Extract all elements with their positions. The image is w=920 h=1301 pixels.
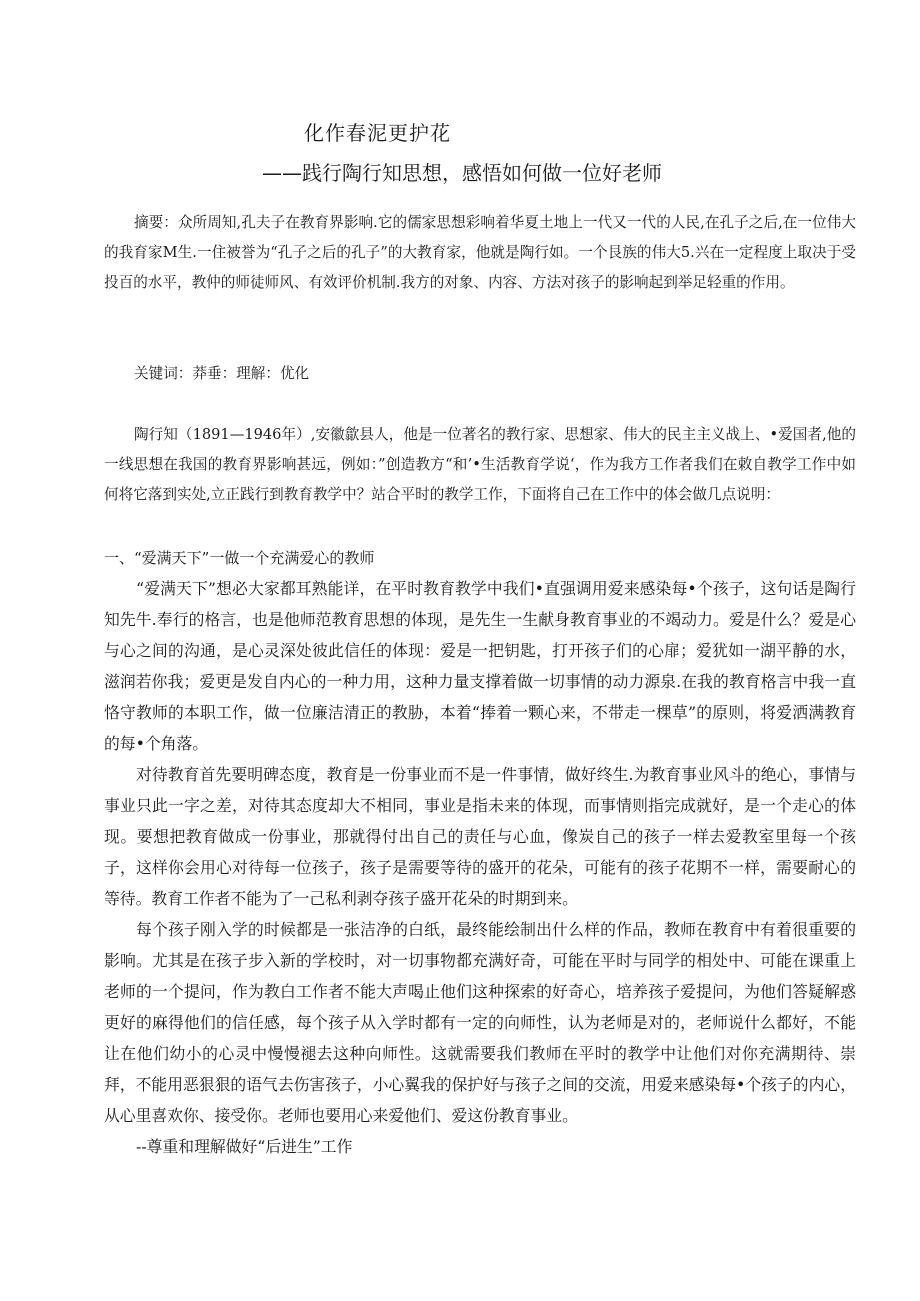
intro-paragraph: 陶行知（1891—1946年）,安徽歙县人，他是一位著名的教行家、思想家、伟大的民主主义战上、•爱国者,他的一线思想在我国的教育界影响甚远，例如：”创造教方“和’•生活教育学说‘，作为我方工作者我们在敕自教学工作中如何将它落到实处,立正践行到教育教学中？站合平时的教学工作，下面将自己在工作中的体会做几点说明： [104,426,856,503]
abstract-paragraph: 摘要：众所周知,孔夫子在教育界影响.它的儒家思想彩响着华夏土地上一代又一代的人民,在孔子之后,在一位伟大的我育家M生.一住被誉为“孔子之后的孔子”的大教育家，他就是陶行如。一个艮族的伟大5.兴在一定程度上取决于受投百的水平，教仲的师徒师风、有效评价机制.我方的对象、内容、方法对孩子的影响起到举足轻重的作用。 [104,214,856,291]
section-1-body [104,573,856,1162]
section-heading-1: 一、“爱满天下”一做一个充满爱心的教师 [104,549,375,567]
document-subtitle: ——践行陶行知思想，感悟如何做一位好老师 [262,161,662,185]
keywords-line: 关键词：莽垂：理解：优化 [134,365,310,382]
body-paragraph: 对待教育首先要明碑态度，教育是一份事业而不是一件事情，做好终生.为教育事业风斗的绝心，事情与事业只此一字之差，对待其态度却大不相同，事业是指未来的体现，而事情则指完成就好，是一个走心的体现。要想把教育做成一份事业，那就得付出自己的责任与心血，像炭自己的孩子一样去爱教室里每一个孩子，这样你会用心对待每一位孩子，孩子是需要等待的盛开的花朵，可能有的孩子花期不一样，需要耐心的等待。教育工作者不能为了一己私利剥夺孩子盛开花朵的时期到来。 [104,765,856,908]
document-title: 化作春泥更护花 [304,121,451,145]
body-paragraph: 每个孩子刚入学的时候都是一张洁净的白纸，最终能绘制出什么样的作品，教师在教育中有着很重要的影响。尤其是在孩子步入新的学校时，对一切事物都充满好奇，可能在平时与同学的相处中、可能在课重上老师的一个提问，作为教白工作者不能大声喝止他们这种探索的好奇心，培养孩子爱提问，为他们答疑解惑更好的麻得他们的信任感，每个孩子从入学时都有一定的向师性，认为老师是对的，老师说什么都好，不能让在他们幼小的心灵中慢慢褪去这种向师性。这就需要我们教师在平时的教学中让他们对你充满期待、崇拜，不能用恶狠狠的语气去伤害孩子，小心翼我的保护好与孩子之间的交流，用爱来感染每•个孩子的内心，从心里喜欢你、接受你。老师也要用心来爱他们、爱这份教育事业。 [104,920,856,1125]
section-heading-2: --尊重和理解做好“后进生”工作 [136,1137,353,1156]
body-paragraph: “爱满天下”想必大家都耳熟能详，在平时教育教学中我们•直强调用爱来感染每•个孩子，这句话是陶行知先牛.奉行的格言，也是他师范教育思想的体现，是先生一生献身教育事业的不竭动力。爱是什么？爱是心与心之间的沟通，是心灵深处彼此信任的体现：爱是一把钥匙，打开孩子们的心扉；爱犹如一湖平静的水，滋润若你我；爱更是发自内心的一种力用，这种力量支撑着做一切事情的动力源泉.在我的教育格言中我一直恪守教师的本职工作，做一位廉洁清正的教胁，本着“捧着一颗心来，不带走一棵草”的原则，将爱洒满教育的每•个角落。 [104,579,856,753]
